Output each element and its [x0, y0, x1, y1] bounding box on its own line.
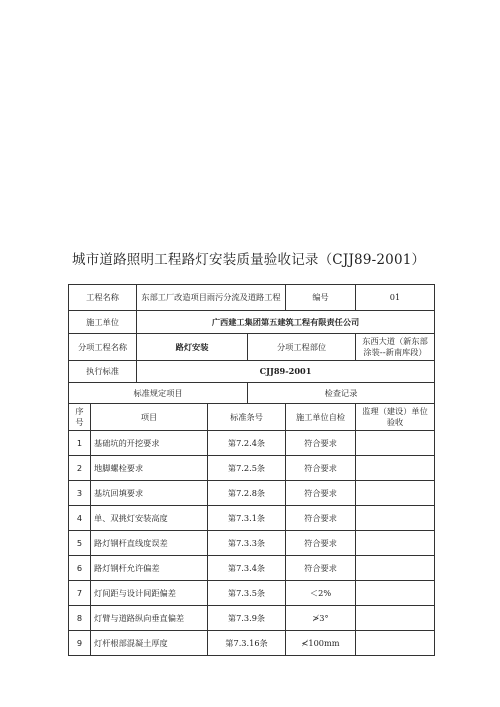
- row-clause: 第7.3.1条: [208, 506, 286, 531]
- row-clause: 第7.3.9条: [208, 606, 286, 631]
- standard-label: 执行标准: [69, 361, 137, 383]
- contractor-label: 施工单位: [69, 311, 137, 334]
- row-clause: 第7.3.16条: [208, 631, 286, 656]
- row-seq: 1: [69, 431, 91, 456]
- project-label: 工程名称: [69, 285, 137, 311]
- row-contractor-result: ≮100mm: [286, 631, 356, 656]
- row-supervisor-result: [356, 606, 435, 631]
- row-contractor-result: 符合要求: [286, 531, 356, 556]
- row-item: 路灯钢杆直线度误差: [91, 531, 208, 556]
- table-row: [69, 606, 435, 631]
- row-seq: 9: [69, 631, 91, 656]
- row-clause: 第7.3.5条: [208, 581, 286, 606]
- table-row: [69, 556, 435, 581]
- table-row: [69, 431, 435, 456]
- row-supervisor-result: [356, 631, 435, 656]
- supervisor-check-header: 监理（建设）单位验收: [356, 404, 435, 431]
- row-contractor-result: ≯3°: [286, 606, 356, 631]
- row-contractor-result: 符合要求: [286, 506, 356, 531]
- subproject-value: 路灯安装: [137, 334, 248, 361]
- row-seq: 8: [69, 606, 91, 631]
- table-row: [69, 581, 435, 606]
- group-header-row: [69, 383, 435, 404]
- contractor-check-header: 施工单位自检: [286, 404, 356, 431]
- row-supervisor-result: [356, 531, 435, 556]
- subproject-label: 分项工程名称: [69, 334, 137, 361]
- row-clause: 第7.2.4条: [208, 431, 286, 456]
- spec-group-header: 标准规定项目: [69, 383, 248, 404]
- row-seq: 6: [69, 556, 91, 581]
- standard-row: [69, 361, 435, 383]
- row-supervisor-result: [356, 456, 435, 481]
- number-value: 01: [356, 285, 435, 311]
- row-supervisor-result: [356, 581, 435, 606]
- row-seq: 2: [69, 456, 91, 481]
- row-supervisor-result: [356, 481, 435, 506]
- column-header-row: [69, 404, 435, 431]
- row-seq: 5: [69, 531, 91, 556]
- row-item: 单、双挑灯安装高度: [91, 506, 208, 531]
- row-seq: 3: [69, 481, 91, 506]
- table-row: [69, 506, 435, 531]
- row-item: 灯臂与道路纵向垂直偏差: [91, 606, 208, 631]
- subproject-site-label: 分项工程部位: [248, 334, 356, 361]
- contractor-value: 广西建工集团第五建筑工程有限责任公司: [137, 311, 435, 334]
- row-item: 基础坑的开挖要求: [91, 431, 208, 456]
- subproject-site-value: 东西大道（新东部涂装--新南库段）: [356, 334, 435, 361]
- seq-header: 序号: [69, 404, 91, 431]
- row-contractor-result: ＜2%: [286, 581, 356, 606]
- row-clause: 第7.2.5条: [208, 456, 286, 481]
- table-row: [69, 481, 435, 506]
- row-contractor-result: 符合要求: [286, 431, 356, 456]
- table-row: [69, 631, 435, 656]
- subproject-row: [69, 334, 435, 361]
- row-supervisor-result: [356, 506, 435, 531]
- inspection-rows: [69, 431, 435, 656]
- row-item: 地脚螺栓要求: [91, 456, 208, 481]
- table-row: [69, 456, 435, 481]
- clause-header: 标准条号: [208, 404, 286, 431]
- project-value: 东部工厂改造项目雨污分流及道路工程: [137, 285, 286, 311]
- row-supervisor-result: [356, 431, 435, 456]
- row-contractor-result: 符合要求: [286, 456, 356, 481]
- acceptance-record-table: [68, 284, 435, 656]
- table-row: [69, 531, 435, 556]
- item-header: 项目: [91, 404, 208, 431]
- standard-value: CJJ89-2001: [137, 361, 435, 383]
- row-item: 灯杆根部混凝土厚度: [91, 631, 208, 656]
- row-clause: 第7.2.8条: [208, 481, 286, 506]
- contractor-row: [69, 311, 435, 334]
- row-clause: 第7.3.3条: [208, 531, 286, 556]
- row-contractor-result: 符合要求: [286, 481, 356, 506]
- document-title: 城市道路照明工程路灯安装质量验收记录（CJJ89-2001）: [72, 252, 426, 268]
- project-row: [69, 285, 435, 311]
- number-label: 编号: [286, 285, 356, 311]
- row-supervisor-result: [356, 556, 435, 581]
- row-item: 基坑回填要求: [91, 481, 208, 506]
- row-clause: 第7.3.4条: [208, 556, 286, 581]
- row-seq: 7: [69, 581, 91, 606]
- row-item: 路灯钢杆允许偏差: [91, 556, 208, 581]
- row-item: 灯间距与设计间距偏差: [91, 581, 208, 606]
- row-seq: 4: [69, 506, 91, 531]
- row-contractor-result: 符合要求: [286, 556, 356, 581]
- check-group-header: 检查记录: [248, 383, 435, 404]
